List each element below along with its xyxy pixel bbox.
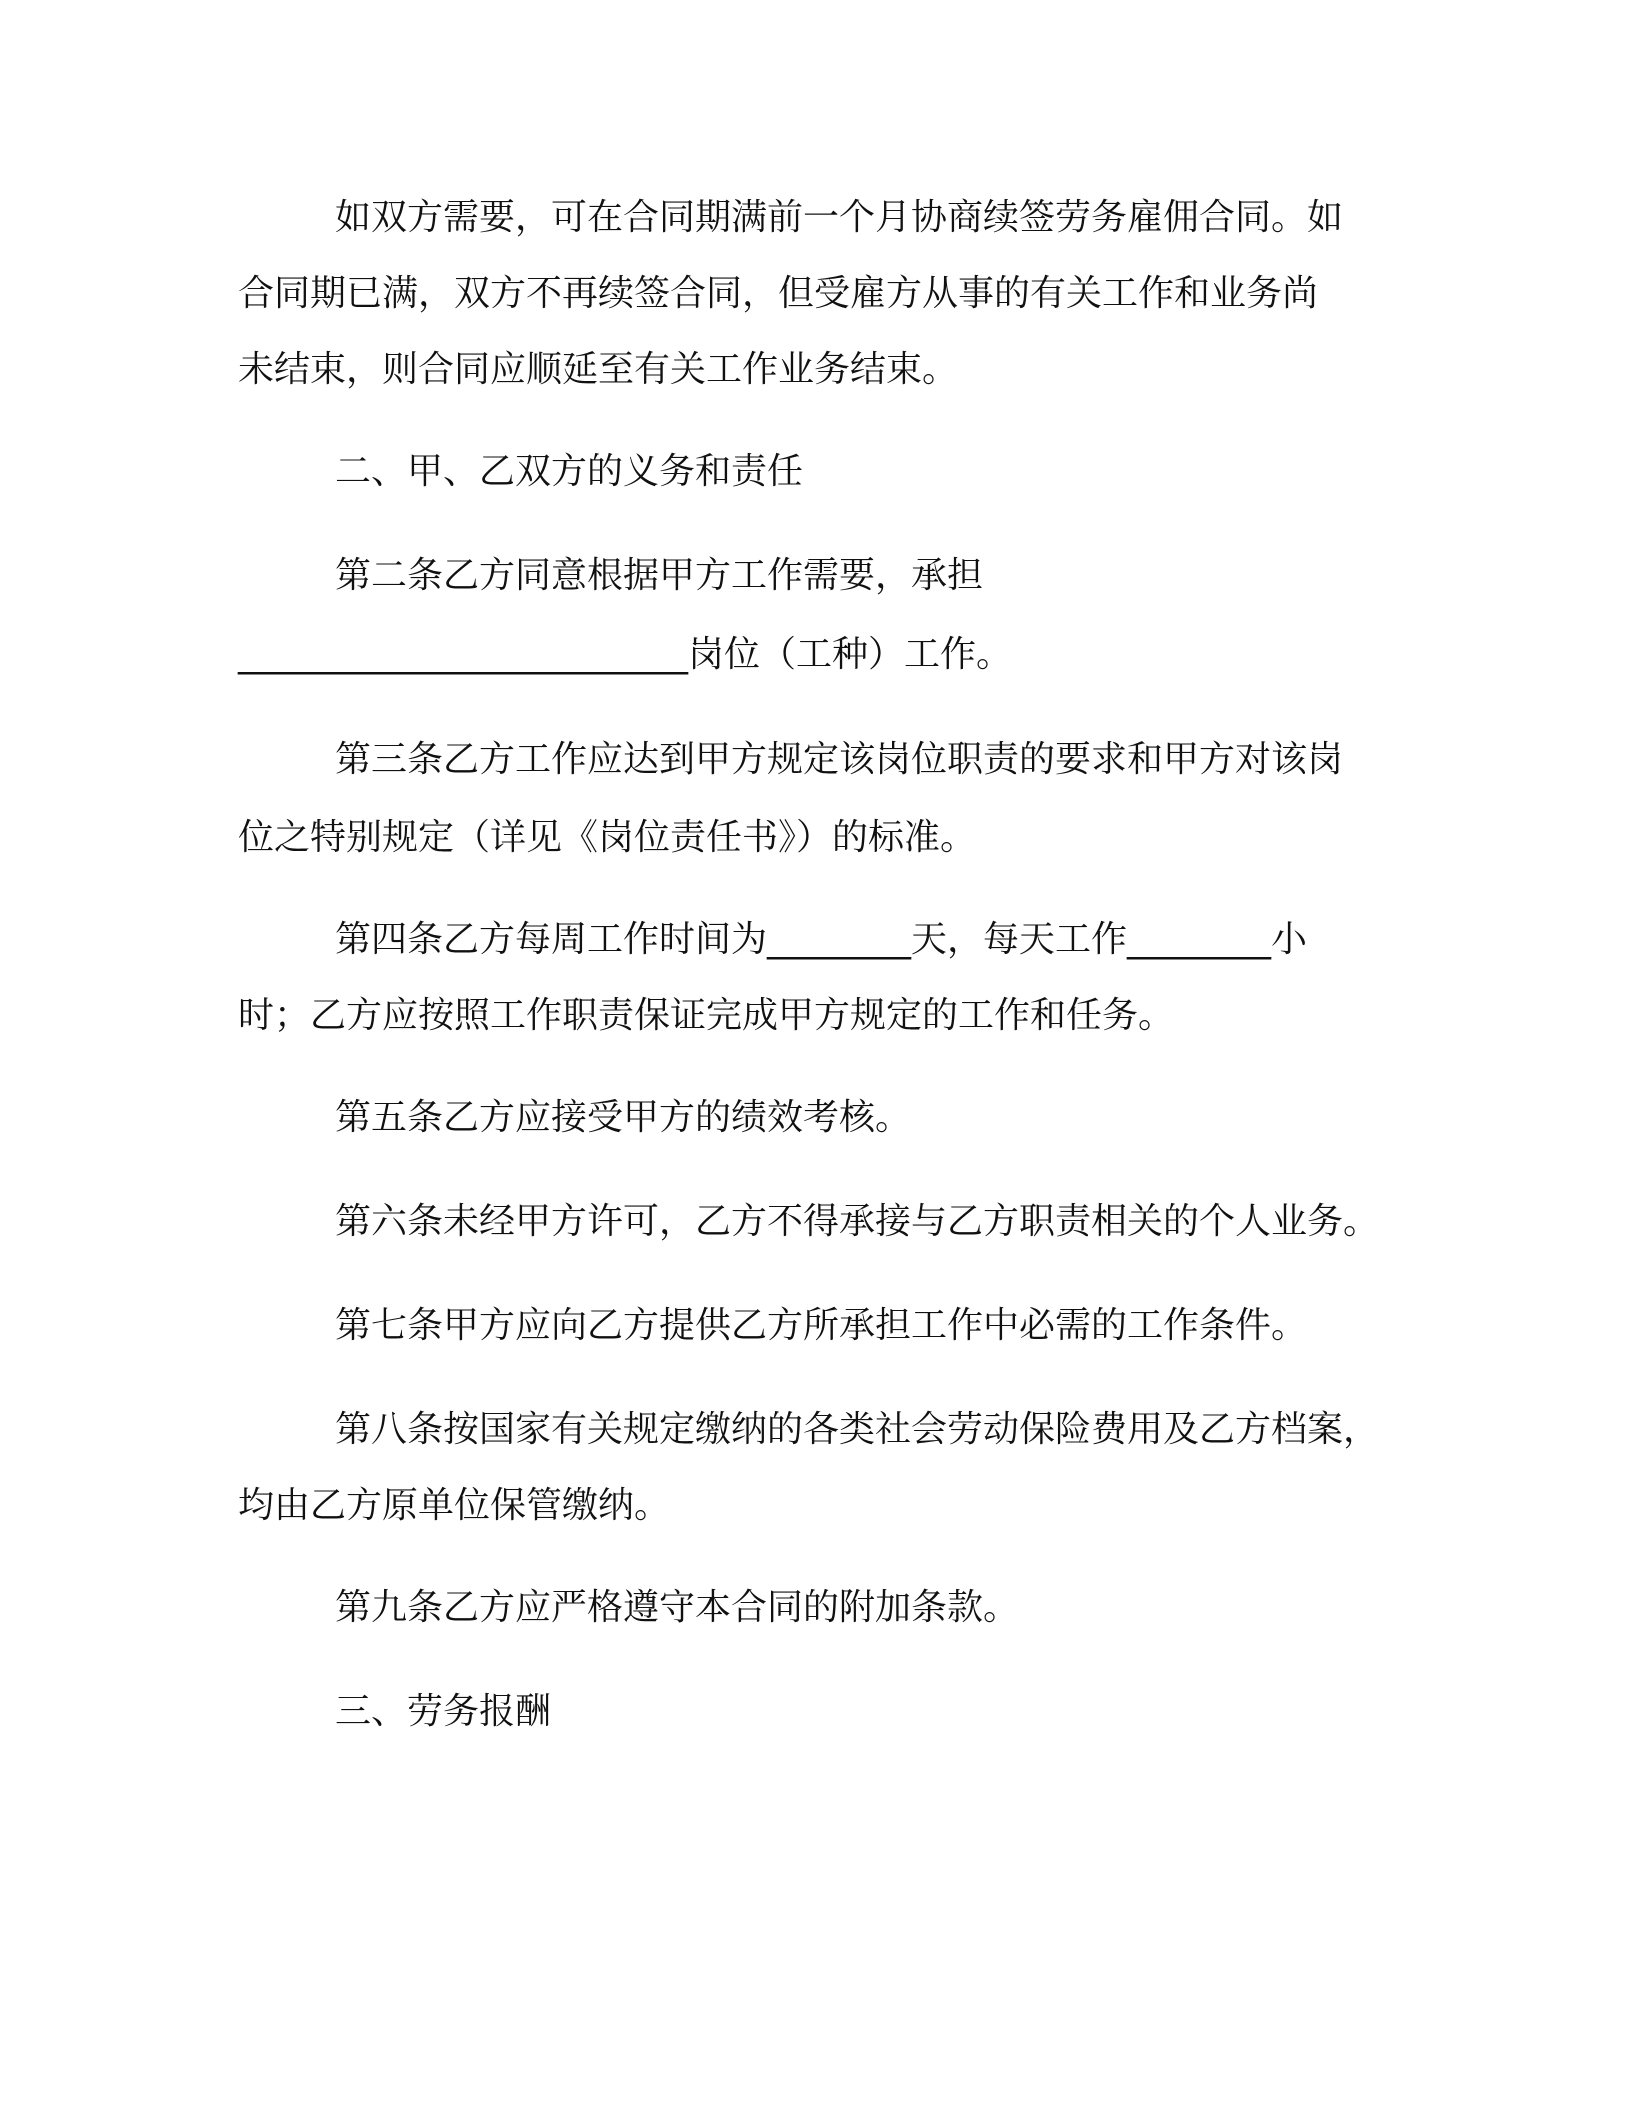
clause-6: 第六条未经甲方许可，乙方不得承接与乙方职责相关的个人业务。 — [335, 1201, 1380, 1242]
clause-9: 第九条乙方应严格遵守本合同的附加条款。 — [335, 1587, 1020, 1628]
section-heading-obligations: 二、甲、乙双方的义务和责任 — [335, 451, 804, 492]
clause-5: 第五条乙方应接受甲方的绩效考核。 — [335, 1097, 912, 1138]
clause-4-line-1: 第四条乙方每周工作时间为________天，每天工作________小 — [335, 919, 1308, 960]
clause-2-line-1: 第二条乙方同意根据甲方工作需要，承担 — [335, 555, 984, 596]
clause-8-line-2: 均由乙方原单位保管缴纳。 — [238, 1485, 671, 1526]
clause-7: 第七条甲方应向乙方提供乙方所承担工作中必需的工作条件。 — [335, 1305, 1308, 1346]
clause-3-line-2: 位之特别规定（详见《岗位责任书》）的标准。 — [238, 817, 977, 858]
section-heading-remuneration: 三、劳务报酬 — [335, 1691, 552, 1732]
text-line-renewal-3: 未结束，则合同应顺延至有关工作业务结束。 — [238, 349, 959, 390]
text-line-renewal-2: 合同期已满，双方不再续签合同，但受雇方从事的有关工作和业务尚 — [238, 273, 1319, 314]
clause-2-line-2: _________________________岗位（工种）工作。 — [238, 634, 1013, 675]
text-line-renewal-1: 如双方需要，可在合同期满前一个月协商续签劳务雇佣合同。如 — [335, 197, 1344, 238]
clause-4-line-2: 时；乙方应按照工作职责保证完成甲方规定的工作和任务。 — [238, 995, 1175, 1036]
clause-3-line-1: 第三条乙方工作应达到甲方规定该岗位职责的要求和甲方对该岗 — [335, 739, 1344, 780]
clause-8-line-1: 第八条按国家有关规定缴纳的各类社会劳动保险费用及乙方档案， — [335, 1409, 1380, 1450]
